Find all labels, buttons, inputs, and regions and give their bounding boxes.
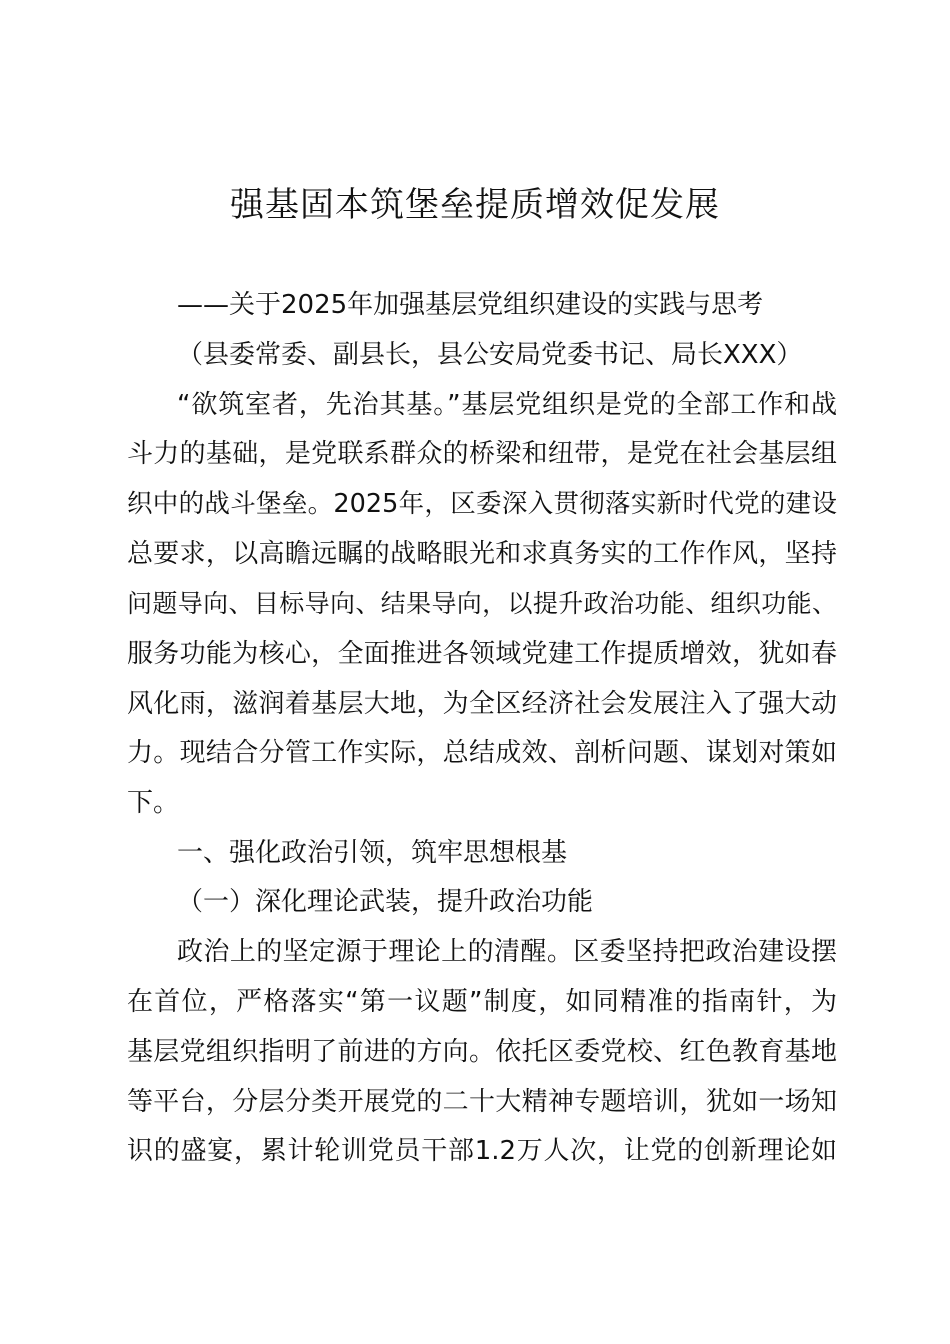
paragraph-line: 织中的战斗堡垒。2025年，区委深入贯彻落实新时代党的建设	[127, 489, 837, 519]
paragraph-line: 力。现结合分管工作实际，总结成效、剖析问题、谋划对策如	[127, 738, 837, 768]
paragraph-line: 斗力的基础，是党联系群众的桥梁和纽带，是党在社会基层组	[127, 439, 837, 469]
paragraph-line: 问题导向、目标导向、结果导向，以提升政治功能、组织功能、	[127, 589, 837, 618]
paragraph-line: 总要求，以高瞻远瞩的战略眼光和求真务实的工作作风，坚持	[127, 539, 837, 569]
document-subtitle: ——关于2025年加强基层党组织建设的实践与思考	[177, 290, 764, 320]
subsection-heading: （一）深化理论武装，提升政治功能	[177, 887, 594, 917]
paragraph-line: “欲筑室者，先治其基。”基层党组织是党的全部工作和战	[177, 390, 837, 420]
paragraph-line: 风化雨，滋润着基层大地，为全区经济社会发展注入了强大动	[127, 689, 837, 719]
paragraph-line: 基层党组织指明了前进的方向。依托区委党校、红色教育基地	[127, 1037, 837, 1067]
paragraph-line: 服务功能为核心，全面推进各领域党建工作提质增效，犹如春	[127, 639, 837, 669]
paragraph-line: 等平台，分层分类开展党的二十大精神专题培训，犹如一场知	[127, 1087, 837, 1117]
paragraph-line: 在首位，严格落实“第一议题”制度，如同精准的指南针，为	[127, 987, 837, 1017]
section-heading: 一、强化政治引领，筑牢思想根基	[177, 838, 568, 868]
paragraph-line: 识的盛宴，累计轮训党员干部1.2万人次，让党的创新理论如	[127, 1136, 837, 1166]
paragraph-line: 政治上的坚定源于理论上的清醒。区委坚持把政治建设摆	[177, 937, 837, 967]
paragraph-line: 下。	[127, 788, 180, 818]
author-line: （县委常委、副县长，县公安局党委书记、局长XXX）	[177, 340, 803, 370]
document-title: 强基固本筑堡垒提质增效促发展	[230, 185, 720, 225]
